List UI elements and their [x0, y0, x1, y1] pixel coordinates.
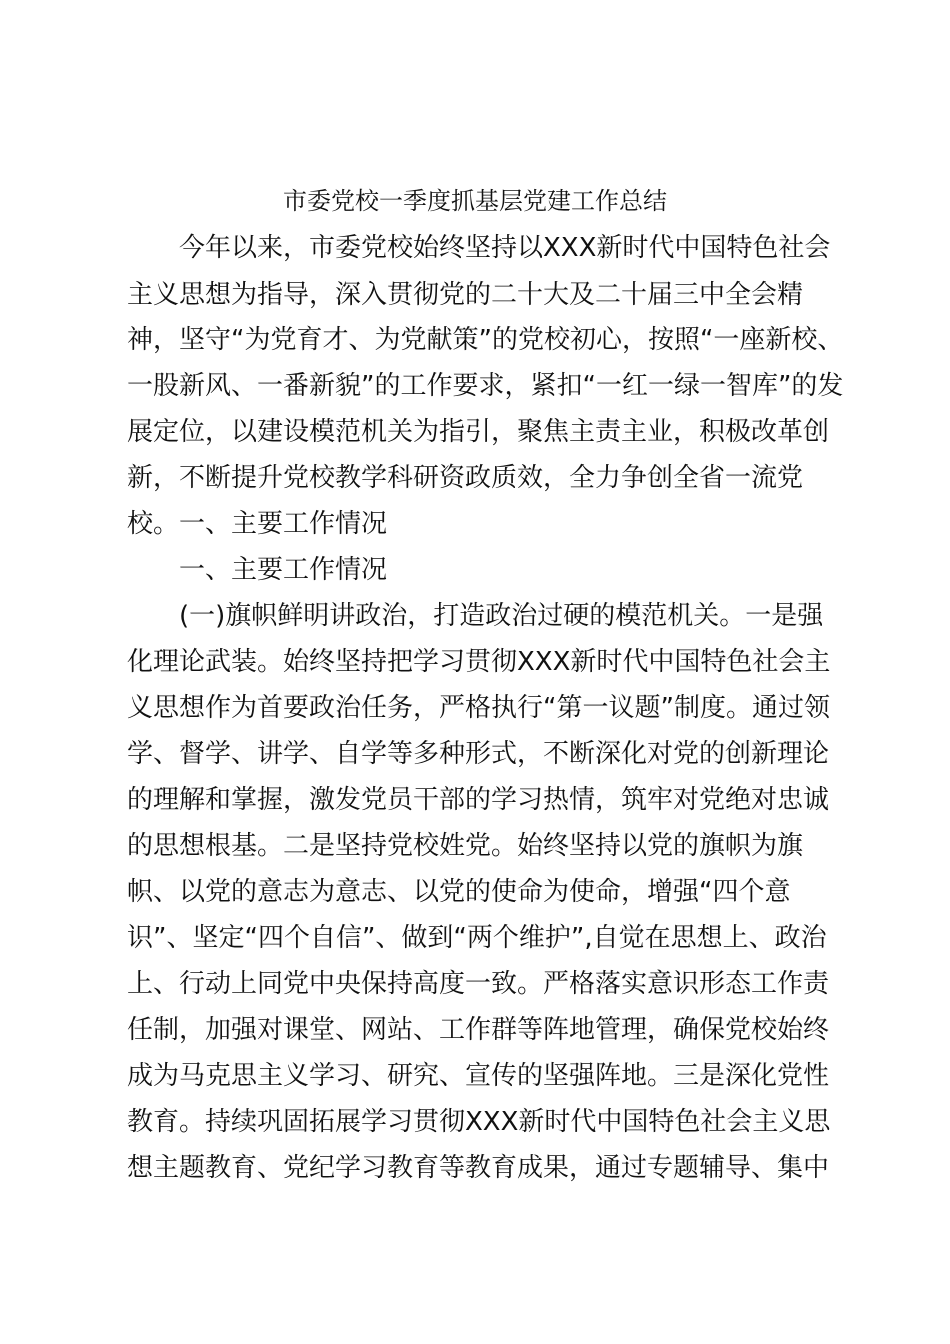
section-heading: 一、主要工作情况: [179, 555, 388, 585]
body-line: 成为马克思主义学习、研究、宣传的坚强阵地。三是深化党性: [127, 1061, 830, 1091]
body-line: 教育。持续巩固拓展学习贯彻XXX新时代中国特色社会主义思: [127, 1107, 831, 1137]
body-line: 识”、坚定“四个自信”、做到“两个维护”,自觉在思想上、政治: [127, 923, 827, 953]
body-line: 新，不断提升党校教学科研资政质效，全力争创全省一流党: [127, 463, 804, 493]
body-line: 化理论武装。始终坚持把学习贯彻XXX新时代中国特色社会主: [127, 647, 831, 677]
body-line: 神，坚守“为党育才、为党献策”的党校初心，按照“一座新校、: [127, 325, 844, 355]
body-line: 今年以来，市委党校始终坚持以XXX新时代中国特色社会: [179, 233, 831, 263]
body-line: 校。一、主要工作情况: [127, 509, 388, 539]
body-line: 主义思想为指导，深入贯彻党的二十大及二十届三中全会精: [127, 280, 804, 310]
body-line: 的理解和掌握，激发党员干部的学习热情，筑牢对党绝对忠诚: [127, 785, 830, 815]
body-line: 帜、以党的意志为意志、以党的使命为使命，增强“四个意: [127, 877, 791, 907]
body-line: 的思想根基。二是坚持党校姓党。始终坚持以党的旗帜为旗: [127, 831, 804, 861]
body-line: 义思想作为首要政治任务，严格执行“第一议题”制度。通过领: [127, 693, 830, 723]
body-line: (一)旗帜鲜明讲政治，打造政治过硬的模范机关。一是强: [179, 601, 824, 631]
body-line: 学、督学、讲学、自学等多种形式，不断深化对党的创新理论: [127, 739, 830, 769]
document-title: 市委党校一季度抓基层党建工作总结: [283, 187, 667, 215]
body-line: 想主题教育、党纪学习教育等教育成果，通过专题辅导、集中: [127, 1153, 830, 1183]
body-line: 任制，加强对课堂、网站、工作群等阵地管理，确保党校始终: [127, 1015, 830, 1045]
body-line: 展定位，以建设模范机关为指引，聚焦主责主业，积极改革创: [127, 417, 830, 447]
body-line: 一股新风、一番新貌”的工作要求，紧扣“一红一绿一智库”的发: [127, 371, 844, 401]
body-line: 上、行动上同党中央保持高度一致。严格落实意识形态工作责: [127, 969, 830, 999]
